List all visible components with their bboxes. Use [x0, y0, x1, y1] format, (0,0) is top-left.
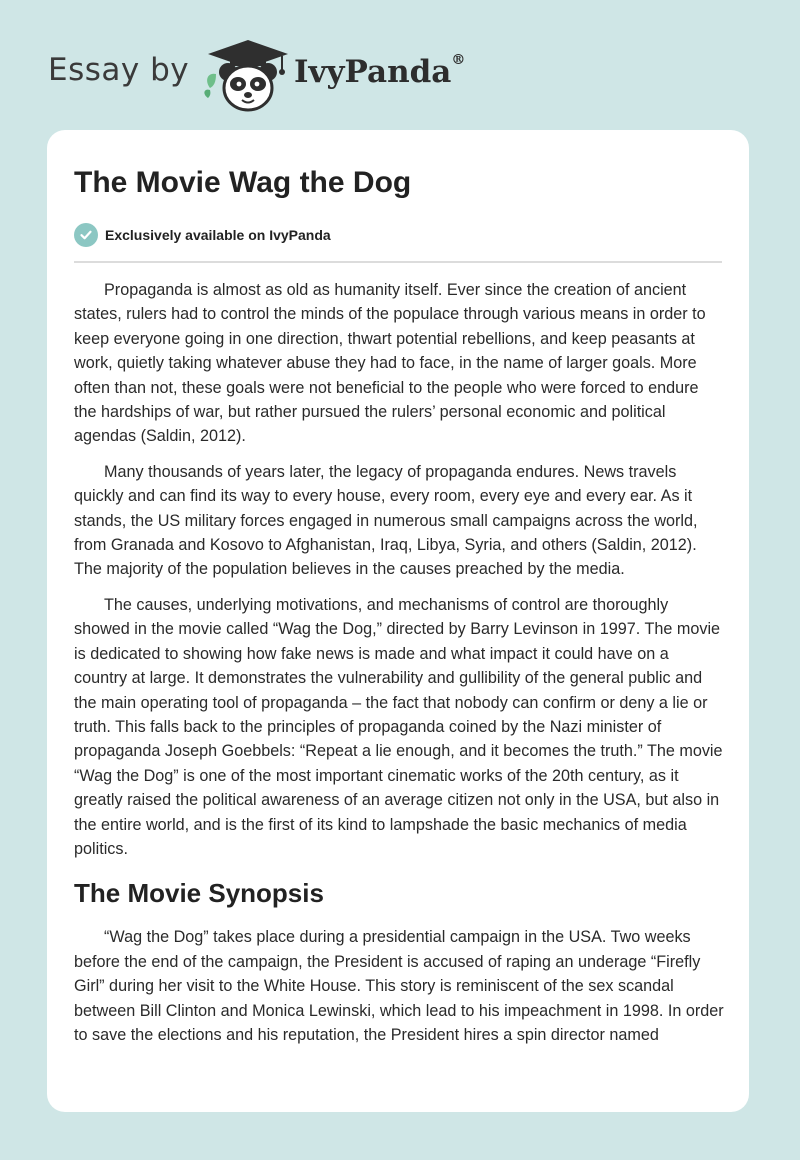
paragraph: “Wag the Dog” takes place during a presidential campaign in the USA. Two weeks before the end of the campaign, the President is accused of raping an underage “Firefly Girl” during her visit to the White House. This story is reminiscent of the sex scandal between Bill Clinton and Monica Lewinski, which lead to his impeachment in 1998. In order to save the elections and his reputation, the President hires a spin director named: [74, 928, 724, 1044]
panda-graduate-icon[interactable]: [202, 36, 292, 116]
check-icon: [74, 223, 98, 247]
site-header: [48, 30, 748, 110]
title-divider: [74, 261, 722, 263]
essay-body: [74, 278, 724, 1058]
registered-mark: ®: [451, 52, 466, 68]
brand-name[interactable]: IvyPanda®: [294, 52, 466, 90]
essay-card: [47, 130, 749, 1112]
exclusive-badge: [74, 223, 331, 247]
paragraph: The causes, underlying motivations, and mechanisms of control are thoroughly showed in the movie called “Wag the Dog,” directed by Barry Levinson in 1997. The movie is dedicated to showing how fake news is made and what impact it could have on a country at large. It demonstrates the vulnerability and gullibility of the general public and the main operating tool of propaganda – the fact that nobody can confirm or deny a lie or truth. This falls back to the principles of propaganda coined by the Nazi minister of propaganda Joseph Goebbels: “Repeat a lie enough, and it becomes the truth.” The movie “Wag the Dog” is one of the most important cinematic works of the 20th century, as it greatly raised the political awareness of an average citizen not only in the USA, but also in the entire world, and is the first of its kind to lampshade the basic mechanics of media politics.: [74, 595, 723, 858]
exclusive-badge-text: Exclusively available on IvyPanda: [105, 227, 331, 243]
paragraph: Propaganda is almost as old as humanity itself. Ever since the creation of ancient states, rulers had to control the minds of the populace through various means in order to keep everyone going in one direction, thwart potential rebellions, and keep peasants at work, quietly taking whatever abuse they had to face, in the name of larger goals. More often than not, these goals were not beneficial to the people who were forced to endure the hardships of war, but rather pursued the rulers’ personal economic and political agendas (Saldin, 2012).: [74, 281, 706, 446]
paragraph: Many thousands of years later, the legacy of propaganda endures. News travels quickly and can find its way to every house, every room, every eye and every ear. As it stands, the US military forces engaged in numerous small campaigns across the world, from Granada and Kosovo to Afghanistan, Iraq, Libya, Syria, and others (Saldin, 2012). The majority of the population believes in the causes preached by the media.: [74, 462, 698, 579]
essay-title: The Movie Wag the Dog: [74, 166, 412, 199]
section-heading: The Movie Synopsis: [74, 878, 324, 909]
essay-by-label: Essay by: [48, 52, 190, 88]
